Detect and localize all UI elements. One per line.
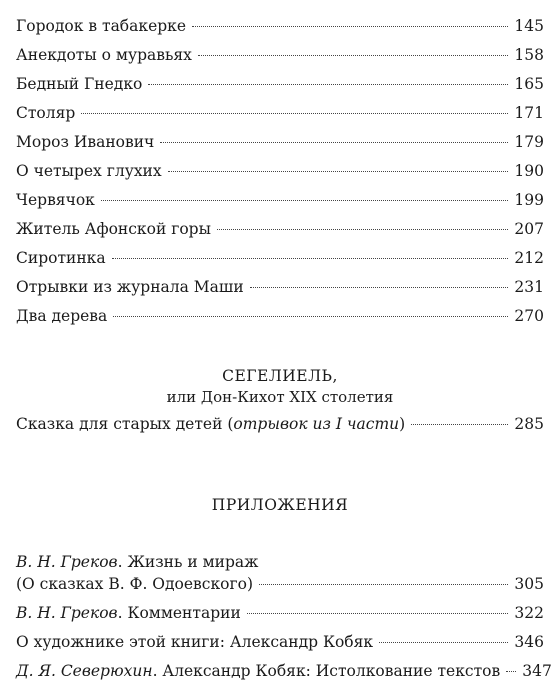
author-name: В. Н. Греков (16, 604, 118, 622)
toc-entry-title: В. Н. Греков. Комментарии (16, 604, 241, 622)
author-name: В. Н. Греков (16, 553, 118, 571)
toc-entry-page: 285 (514, 415, 544, 433)
toc-entry-title: О четырех глухих (16, 162, 162, 180)
table-of-contents (16, 0, 552, 692)
leader-dots (198, 55, 508, 56)
toc-entry-page: 212 (514, 249, 544, 267)
toc-entry (16, 603, 544, 623)
toc-entry (16, 306, 544, 326)
toc-entry-page: 165 (514, 75, 544, 93)
toc-entry-page: 190 (514, 162, 544, 180)
toc-entry-title: Отрывки из журнала Маши (16, 278, 244, 296)
toc-entry-page: 347 (522, 662, 552, 680)
section-heading: СЕГЕЛИЕЛЬ, (222, 367, 338, 385)
leader-dots (217, 229, 508, 230)
toc-entry-title: Анекдоты о муравьях (16, 46, 192, 64)
toc-entry-title: Сиротинка (16, 249, 106, 267)
toc-entry-title: Сказка для старых детей (отрывок из I части) (16, 415, 406, 433)
toc-entry-title: Д. Я. Северюхин. Александр Кобяк: Истолкование текстов (16, 662, 501, 680)
leader-dots (247, 613, 509, 614)
section-heading: ПРИЛОЖЕНИЯ (211, 496, 349, 514)
toc-entry-page: 207 (514, 220, 544, 238)
toc-entry-title: Мороз Иванович (16, 133, 155, 151)
toc-entry (16, 190, 544, 210)
toc-entry (16, 414, 544, 434)
toc-entry-page: 305 (514, 575, 544, 593)
toc-entry-title: (О сказках В. Ф. Одоевского) (16, 575, 253, 593)
toc-entry (16, 45, 544, 65)
toc-entry-title: О художнике этой книги: Александр Кобяк (16, 633, 374, 651)
leader-dots (112, 258, 509, 259)
leader-dots (506, 671, 516, 672)
toc-entry-page: 171 (514, 104, 544, 122)
toc-entry (16, 632, 544, 652)
toc-entry (16, 277, 544, 297)
toc-entry (16, 219, 544, 239)
leader-dots (192, 26, 508, 27)
toc-entry-page: 231 (514, 278, 544, 296)
toc-entry (16, 661, 552, 681)
toc-entry-page: 145 (514, 17, 544, 35)
toc-entry-title: Два дерева (16, 307, 108, 325)
leader-dots (113, 316, 508, 317)
toc-entry (16, 248, 544, 268)
toc-entry-title: Бедный Гнедко (16, 75, 143, 93)
leader-dots (259, 584, 508, 585)
leader-dots (411, 424, 508, 425)
leader-dots (81, 113, 508, 114)
leader-dots (168, 171, 509, 172)
toc-entry-page: 199 (514, 191, 544, 209)
toc-entry (16, 161, 544, 181)
toc-entry-page: 158 (514, 46, 544, 64)
toc-entry-title: В. Н. Греков. Жизнь и мираж (16, 553, 259, 571)
leader-dots (379, 642, 508, 643)
toc-entry (16, 132, 544, 152)
toc-entry-page: 179 (514, 133, 544, 151)
toc-entry-title: Червячок (16, 191, 95, 209)
toc-entry (16, 16, 544, 36)
leader-dots (101, 200, 509, 201)
toc-entry-title: Житель Афонской горы (16, 220, 211, 238)
toc-entry-page: 322 (514, 604, 544, 622)
toc-entry-page: 346 (514, 633, 544, 651)
leader-dots (148, 84, 508, 85)
toc-entry-title: Столяр (16, 104, 76, 122)
toc-entry-page: 270 (514, 307, 544, 325)
section-subheading: или Дон-Кихот XIX столетия (166, 388, 394, 406)
toc-entry-title: Городок в табакерке (16, 17, 187, 35)
toc-entry (16, 574, 544, 594)
leader-dots (160, 142, 508, 143)
author-name: Д. Я. Северюхин (16, 662, 153, 680)
leader-dots (250, 287, 509, 288)
toc-entry (16, 103, 544, 123)
toc-entry (16, 74, 544, 94)
